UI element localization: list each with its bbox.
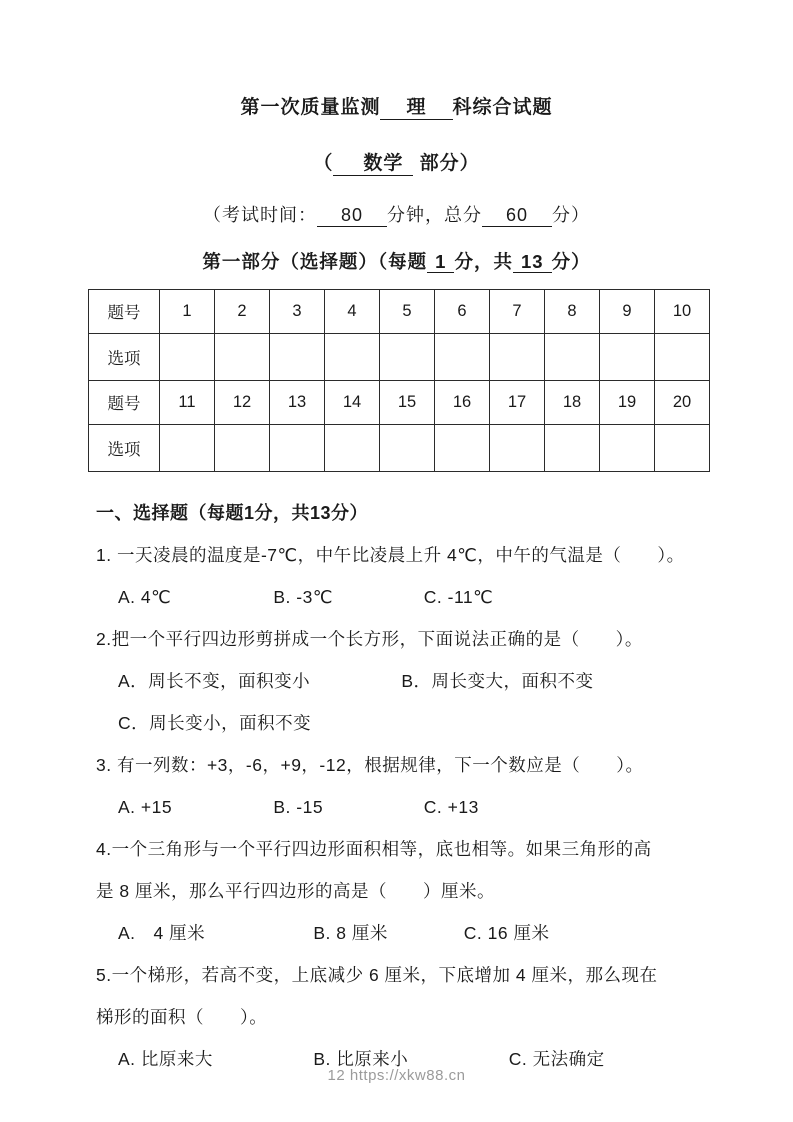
answer-cell	[160, 333, 215, 380]
answer-cell	[435, 333, 490, 380]
answer-cell	[380, 424, 435, 471]
answer-cell	[490, 424, 545, 471]
exam-info-line	[0, 201, 793, 227]
table-row-question-numbers-2	[89, 380, 710, 424]
question-number-cell: 2	[215, 289, 270, 333]
question-4	[96, 828, 708, 954]
exam-time-blank: 80	[317, 206, 387, 227]
question-2-option-a: A．周长不变，面积变小	[118, 670, 311, 691]
table-row-answers-1	[89, 333, 710, 380]
section1-heading-suffix: 分）	[551, 250, 591, 272]
question-number-cell: 20	[655, 380, 710, 424]
paper-title-blank: 理	[380, 98, 452, 120]
answer-cell	[600, 333, 655, 380]
answer-cell	[270, 424, 325, 471]
question-number-cell: 14	[325, 380, 380, 424]
question-number-cell: 6	[435, 289, 490, 333]
question-number-cell: 3	[270, 289, 325, 333]
question-number-cell: 8	[545, 289, 600, 333]
subtitle-suffix: 部分）	[413, 152, 480, 174]
answer-cell	[325, 424, 380, 471]
row-label: 选项	[89, 333, 160, 380]
exam-info-mid: 分钟，总分	[387, 204, 482, 225]
paper-title-prefix: 第一次质量监测	[240, 97, 381, 118]
question-4-option-b: B. 8 厘米	[313, 922, 388, 943]
paper-title-suffix: 科综合试题	[452, 97, 553, 118]
answer-cell	[325, 333, 380, 380]
question-number-cell: 7	[490, 289, 545, 333]
subtitle-open-paren: （	[313, 152, 334, 174]
row-label: 题号	[89, 289, 160, 333]
question-number-cell: 9	[600, 289, 655, 333]
section1-heading-prefix: 第一部分（选择题）（每题	[202, 250, 428, 272]
question-1-option-c: C. -11℃	[423, 586, 494, 607]
question-2	[96, 618, 708, 744]
paper-subtitle	[0, 148, 793, 176]
question-4-stem-line-1: 4.一个三角形与一个平行四边形面积相等，底也相等。如果三角形的高	[96, 838, 652, 859]
question-1-option-b: B. -3℃	[273, 586, 333, 607]
question-2-stem: 2.把一个平行四边形剪拼成一个长方形，下面说法正确的是（ ）。	[96, 628, 643, 649]
answer-cell	[490, 333, 545, 380]
answer-cell	[655, 424, 710, 471]
table-row-answers-2	[89, 424, 710, 471]
question-number-cell: 13	[270, 380, 325, 424]
question-2-options-row-2	[96, 702, 708, 744]
exam-score-blank: 60	[482, 206, 552, 227]
question-3	[96, 744, 708, 828]
answer-cell	[380, 333, 435, 380]
answer-cell	[215, 333, 270, 380]
question-number-cell: 19	[600, 380, 655, 424]
question-3-stem: 3. 有一列数：+3，-6，+9，-12，根据规律，下一个数应是（ ）。	[96, 754, 644, 775]
question-4-stem-line-2: 是 8 厘米，那么平行四边形的高是（ ）厘米。	[96, 880, 495, 901]
question-3-options	[96, 786, 708, 828]
per-question-score: 1	[427, 252, 454, 273]
question-2-option-b: B．周长变大，面积不变	[401, 670, 594, 691]
section1-heading-mid: 分，共	[454, 250, 513, 272]
answer-cell	[160, 424, 215, 471]
question-2-option-c: C．周长变小，面积不变	[118, 712, 312, 733]
question-4-options	[96, 912, 708, 954]
question-4-option-c: C. 16 厘米	[463, 922, 550, 943]
question-3-option-b: B. -15	[273, 796, 324, 817]
question-number-cell: 15	[380, 380, 435, 424]
answer-cell	[270, 333, 325, 380]
question-number-cell: 16	[435, 380, 490, 424]
answer-cell	[435, 424, 490, 471]
table-row-question-numbers-1	[89, 289, 710, 333]
question-3-option-c: C. +13	[423, 796, 479, 817]
exam-info-suffix: 分）	[552, 204, 591, 225]
question-2-options-row-1	[96, 660, 708, 702]
answer-cell	[215, 424, 270, 471]
section1-heading	[0, 248, 793, 274]
question-number-cell: 12	[215, 380, 270, 424]
answer-sheet-table	[88, 289, 710, 472]
paper-title	[0, 92, 793, 120]
question-5-stem-line-1: 5.一个梯形，若高不变，上底减少 6 厘米，下底增加 4 厘米，那么现在	[96, 964, 658, 985]
question-4-option-a: A. 4 厘米	[118, 922, 206, 943]
row-label: 选项	[89, 424, 160, 471]
total-score: 13	[513, 252, 552, 273]
row-label: 题号	[89, 380, 160, 424]
question-5-stem-line-2: 梯形的面积（ ）。	[96, 1006, 268, 1027]
subject-blank: 数学	[333, 154, 413, 176]
question-number-cell: 17	[490, 380, 545, 424]
question-number-cell: 10	[655, 289, 710, 333]
question-number-cell: 1	[160, 289, 215, 333]
choice-section-heading: 一、选择题（每题1分，共13分）	[96, 502, 369, 523]
question-5	[96, 954, 708, 1080]
answer-cell	[545, 333, 600, 380]
question-number-cell: 11	[160, 380, 215, 424]
question-3-option-a: A. +15	[118, 796, 173, 817]
exam-info-prefix: （考试时间：	[202, 204, 317, 225]
question-number-cell: 4	[325, 289, 380, 333]
question-number-cell: 5	[380, 289, 435, 333]
question-5-option-a: A. 比原来大	[118, 1048, 213, 1069]
question-1	[96, 534, 708, 618]
question-1-option-a: A. 4℃	[118, 586, 172, 607]
question-number-cell: 18	[545, 380, 600, 424]
questions-area	[0, 492, 793, 1080]
question-5-option-c: C. 无法确定	[508, 1048, 605, 1069]
question-5-option-b: B. 比原来小	[313, 1048, 409, 1069]
answer-cell	[545, 424, 600, 471]
answer-cell	[655, 333, 710, 380]
answer-cell	[600, 424, 655, 471]
question-1-options	[96, 576, 708, 618]
page-footer-watermark: 12 https://xkw88.cn	[327, 1067, 466, 1084]
question-1-stem: 1. 一天凌晨的温度是-7℃，中午比凌晨上升 4℃，中午的气温是（ ）。	[96, 544, 685, 565]
